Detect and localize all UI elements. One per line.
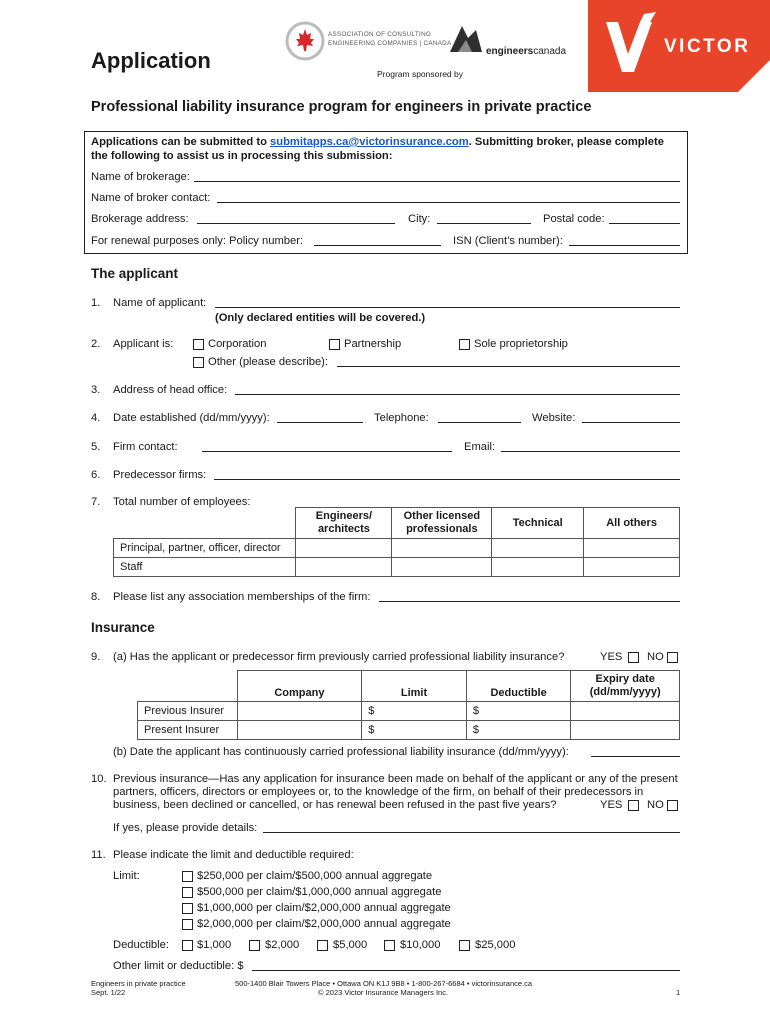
brokerage-address-field[interactable] (197, 223, 395, 224)
limit-option-2-checkbox[interactable] (182, 887, 193, 898)
q11-label: Please indicate the limit and deductible required: (113, 849, 354, 861)
previous-deductible-cell[interactable]: $ (466, 702, 571, 721)
footer-doc-name: Engineers in private practice (91, 979, 186, 988)
row-principal-label: Principal, partner, officer, director (114, 539, 296, 558)
present-deductible-cell[interactable]: $ (466, 721, 571, 740)
q4-label: Date established (dd/mm/yyyy): (113, 412, 270, 424)
col-expiry-line2: (dd/mm/yyyy) (589, 686, 661, 698)
corporation-checkbox[interactable] (193, 339, 204, 350)
acec-logo (284, 20, 452, 62)
victor-wordmark: VICTOR (664, 36, 751, 57)
limit-option-4-label: $2,000,000 per claim/$2,000,000 annual aggregate (197, 918, 451, 930)
prior-insurance-corner (138, 671, 238, 702)
q2-number: 2. (91, 338, 101, 350)
deductible-2000-checkbox[interactable] (249, 940, 260, 951)
deductible-5000-checkbox[interactable] (317, 940, 328, 951)
head-office-address-field[interactable] (235, 394, 680, 395)
row-previous-insurer-label: Previous Insurer (138, 702, 238, 721)
telephone-label: Telephone: (374, 412, 429, 424)
sponsored-by: Program sponsored by (377, 69, 463, 79)
principal-other-cell[interactable] (392, 539, 492, 558)
q7-label: Total number of employees: (113, 496, 251, 508)
q10-details-label: If yes, please provide details: (113, 822, 258, 834)
q1-note: (Only declared entities will be covered.) (215, 312, 426, 324)
q1-label: Name of applicant: (113, 297, 207, 309)
previous-company-cell[interactable] (237, 702, 362, 721)
employees-table (113, 507, 680, 577)
row-present-insurer-label: Present Insurer (138, 721, 238, 740)
q8-number: 8. (91, 591, 101, 603)
q3-label: Address of head office: (113, 384, 228, 396)
deductible-25000-label: $25,000 (475, 939, 516, 951)
acec-name-line1: ASSOCIATION OF CONSULTING (328, 31, 432, 38)
q10-line1: Previous insurance—Has any application for insurance been made on behalf of the applicant or any of the present (113, 773, 678, 785)
deductible-5000-label: $5,000 (333, 939, 368, 951)
page-number: 1 (676, 988, 681, 997)
isn-label: ISN (Client’s number): (453, 235, 563, 247)
q3-number: 3. (91, 384, 101, 396)
previous-limit-cell[interactable]: $ (362, 702, 467, 721)
col-engineers-line1: Engineers/ (315, 510, 373, 522)
q10-no-checkbox[interactable] (667, 800, 678, 811)
present-expiry-cell[interactable] (571, 721, 680, 740)
email-label: Email: (464, 441, 496, 453)
website-label: Website: (532, 412, 576, 424)
q1-number: 1. (91, 297, 101, 309)
q9a-label: (a) Has the applicant or predecessor firm previously carried professional liability insurance? (113, 651, 565, 663)
deductible-25000-checkbox[interactable] (459, 940, 470, 951)
applicant-heading: The applicant (91, 266, 179, 281)
col-engineers (296, 508, 392, 539)
other-limit-field[interactable] (252, 970, 680, 971)
principal-all-others-cell[interactable] (584, 539, 680, 558)
col-other-line1: Other licensed (403, 510, 481, 522)
corporation-label: Corporation (208, 338, 267, 350)
staff-technical-cell[interactable] (492, 558, 584, 577)
city-label: City: (408, 213, 431, 225)
q9-no-checkbox[interactable] (667, 652, 678, 663)
broker-intro-suffix: . Submitting broker, please complete (468, 136, 664, 148)
page-subtitle: Professional liability insurance program for engineers in private practice (91, 99, 592, 115)
q2-label: Applicant is: (113, 338, 174, 350)
q9b-label: (b) Date the applicant has continuously carried professional liability insurance (dd/mm/yyyy): (113, 746, 569, 758)
policy-number-label: For renewal purposes only: Policy number: (91, 235, 304, 247)
q5-label: Firm contact: (113, 441, 178, 453)
sole-proprietorship-label: Sole proprietorship (474, 338, 568, 350)
col-all-others: All others (584, 508, 680, 539)
broker-intro-prefix: Applications can be submitted to (91, 136, 271, 148)
memberships-field[interactable] (379, 601, 680, 602)
q9-yes-checkbox[interactable] (628, 652, 639, 663)
applicant-name-field[interactable] (215, 307, 680, 308)
isn-field[interactable] (569, 245, 680, 246)
q9-number: 9. (91, 651, 101, 663)
staff-other-cell[interactable] (392, 558, 492, 577)
deductible-1000-checkbox[interactable] (182, 940, 193, 951)
footer-doc-date: Sept. 1/22 (91, 988, 126, 997)
brokerage-address-label: Brokerage address: (91, 213, 189, 225)
partnership-label: Partnership (344, 338, 402, 350)
other-entity-label: Other (please describe): (208, 356, 329, 368)
engineers-canada-wordmark (486, 46, 566, 57)
col-deductible: Deductible (466, 671, 571, 702)
present-limit-cell[interactable]: $ (362, 721, 467, 740)
brokerage-name-field[interactable] (194, 181, 680, 182)
staff-all-others-cell[interactable] (584, 558, 680, 577)
policy-number-field[interactable] (314, 245, 441, 246)
principal-engineers-cell[interactable] (296, 539, 392, 558)
q10-no-label: NO (647, 799, 664, 811)
deductible-label: Deductible: (113, 939, 169, 951)
employees-table-corner (114, 508, 296, 539)
canada-word: canada (533, 46, 567, 57)
limit-option-4-checkbox[interactable] (182, 919, 193, 930)
q10-line3: business, been declined or cancelled, or has renewal been refused in the past five years? (113, 799, 557, 811)
deductible-2000-label: $2,000 (265, 939, 300, 951)
maple-leaf-icon (284, 20, 326, 62)
postal-code-label: Postal code: (543, 213, 605, 225)
firm-contact-field[interactable] (202, 451, 452, 452)
email-field[interactable] (501, 451, 680, 452)
row-staff-label: Staff (114, 558, 296, 577)
col-company: Company (237, 671, 362, 702)
broker-contact-field[interactable] (217, 202, 680, 203)
q8-label: Please list any association memberships of the firm: (113, 591, 371, 603)
col-limit: Limit (362, 671, 467, 702)
q6-number: 6. (91, 469, 101, 481)
col-technical: Technical (492, 508, 584, 539)
q10-line2: partners, officers, directors or employees or, to the knowledge of the firm, on behalf of their predecessors in (113, 786, 644, 798)
limit-option-2-label: $500,000 per claim/$1,000,000 annual aggregate (197, 886, 442, 898)
q10-yes-checkbox[interactable] (628, 800, 639, 811)
deductible-10000-checkbox[interactable] (384, 940, 395, 951)
other-entity-field[interactable] (337, 366, 680, 367)
postal-code-field[interactable] (609, 223, 680, 224)
q9-yes-label: YES (600, 651, 623, 663)
previous-expiry-cell[interactable] (571, 702, 680, 721)
footer-copyright: © 2023 Victor Insurance Managers Inc. (318, 988, 449, 997)
limit-option-1-checkbox[interactable] (182, 871, 193, 882)
submission-email-link[interactable]: submitapps.ca@victorinsurance.com (270, 136, 469, 148)
city-field[interactable] (437, 223, 531, 224)
date-established-field[interactable] (277, 422, 363, 423)
staff-engineers-cell[interactable] (296, 558, 392, 577)
q10-number: 10. (91, 773, 107, 785)
col-expiry-line1: Expiry date (595, 673, 655, 685)
q7-number: 7. (91, 496, 101, 508)
limit-option-3-label: $1,000,000 per claim/$2,000,000 annual aggregate (197, 902, 451, 914)
q6-label: Predecessor firms: (113, 469, 207, 481)
broker-intro-line1 (91, 136, 664, 148)
principal-technical-cell[interactable] (492, 539, 584, 558)
col-expiry (571, 671, 680, 702)
q11-number: 11. (91, 849, 106, 861)
partnership-checkbox[interactable] (329, 339, 340, 350)
other-limit-label: Other limit or deductible: $ (113, 960, 244, 972)
present-company-cell[interactable] (237, 721, 362, 740)
acec-name-line2: ENGINEERING COMPANIES | CANADA (328, 40, 452, 47)
page-title: Application (91, 48, 211, 73)
telephone-field[interactable] (438, 422, 521, 423)
deductible-1000-label: $1,000 (197, 939, 232, 951)
col-other-line2: professionals (406, 523, 478, 535)
deductible-10000-label: $10,000 (400, 939, 441, 951)
q10-details-field[interactable] (263, 832, 680, 833)
limit-option-1-label: $250,000 per claim/$500,000 annual aggregate (197, 870, 433, 882)
engineers-canada-emblem-icon (446, 22, 486, 60)
prior-insurance-table (137, 670, 680, 740)
limit-option-3-checkbox[interactable] (182, 903, 193, 914)
insurance-heading: Insurance (91, 620, 155, 635)
sole-proprietorship-checkbox[interactable] (459, 339, 470, 350)
q5-number: 5. (91, 441, 101, 453)
other-entity-checkbox[interactable] (193, 357, 204, 368)
limit-label: Limit: (113, 870, 140, 882)
col-other-licensed (392, 508, 492, 539)
broker-intro-line2: the following to assist us in processing this submission: (91, 150, 393, 162)
engineers-canada-logo (446, 22, 570, 62)
q10-yes-label: YES (600, 799, 623, 811)
q4-number: 4. (91, 412, 101, 424)
website-field[interactable] (582, 422, 680, 423)
broker-contact-label: Name of broker contact: (91, 192, 211, 204)
footer-address: 500-1400 Blair Towers Place • Ottawa ON K1J 9B8 • 1-800-267-6684 • victorinsurance.ca (235, 979, 533, 988)
col-engineers-line2: architects (317, 523, 370, 535)
brokerage-name-label: Name of brokerage: (91, 171, 190, 183)
continuous-coverage-date-field[interactable] (591, 756, 680, 757)
predecessor-firms-field[interactable] (214, 479, 680, 480)
q9-no-label: NO (647, 651, 664, 663)
engineers-word: engineers (486, 46, 534, 57)
